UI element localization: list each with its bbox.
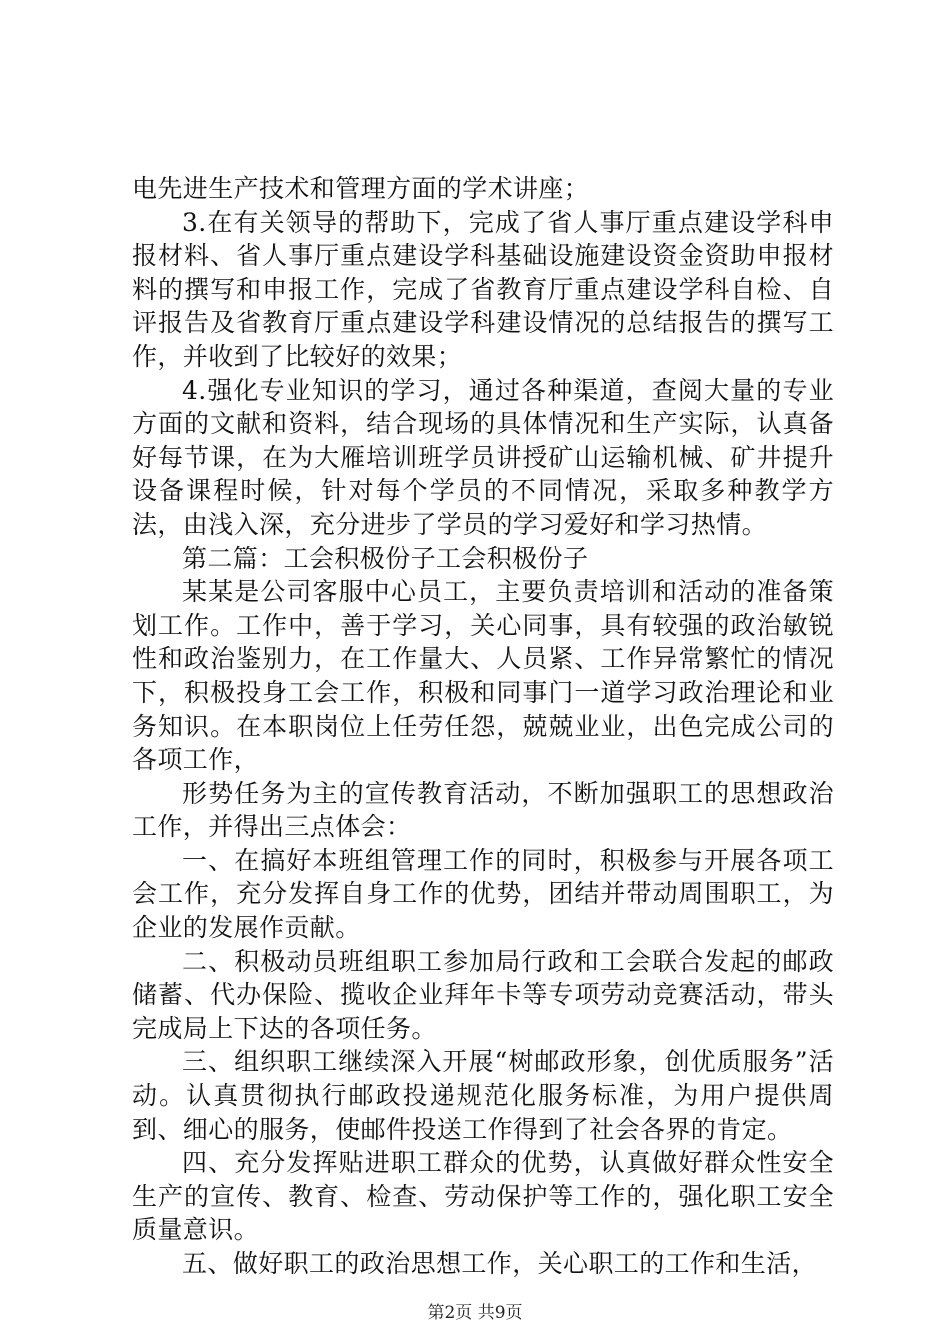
paragraph-11: 五、做好职工的政治思想工作，关心职工的工作和生活，: [182, 1249, 818, 1278]
paragraph-9: 三、组织职工继续深入开展“树邮政形象，创优质服务”活动。认真贯彻执行邮政投递规范化服务标准，为用户提供周到、细心的服务，使邮件投送工作得到了社会各界的肯定。: [132, 1047, 834, 1144]
page-number-footer: 第2页 共9页: [427, 1303, 523, 1323]
paragraph-3: 4.强化专业知识的学习，通过各种渠道，查阅大量的专业方面的文献和资料，结合现场的具体情况和生产实际，认真备好每节课，在为大雁培训班学员讲授矿山运输机械、矿井提升设备课程时候，针对每个学员的不同情况，采取多种教学方法，由浅入深，充分进步了学员的学习爱好和学习热情。: [132, 375, 834, 539]
paragraph-10: 四、充分发挥贴进职工群众的优势，认真做好群众性安全生产的宣传、教育、检查、劳动保护等工作的，强化职工安全质量意识。: [132, 1148, 834, 1245]
section-heading: 第二篇：工会积极份子工会积极份子: [182, 543, 589, 573]
paragraph-7: 一、在搞好本班组管理工作的同时，积极参与开展各项工会工作，充分发挥自身工作的优势，团结并带动周围职工，为企业的发展作贡献。: [132, 845, 834, 943]
paragraph-5: 某某是公司客服中心员工，主要负责培训和活动的准备策划工作。工作中，善于学习，关心同事，具有较强的政治敏锐性和政治鉴别力，在工作量大、人员紧、工作异常繁忙的情况下，积极投身工会工作，积极和同事门一道学习政治理论和业务知识。在本职岗位上任劳任怨，兢兢业业，出色完成公司的各项工作，: [132, 577, 834, 775]
paragraph-2: 3.在有关领导的帮助下，完成了省人事厅重点建设学科申报材料、省人事厅重点建设学科基础设施建设资金资助申报材料的撰写和申报工作，完成了省教育厅重点建设学科自检、自评报告及省教育厅重点建设学科建设情况的总结报告的撰写工作，并收到了比较好的效果；: [132, 207, 834, 371]
paragraph-1: 电先进生产技术和管理方面的学术讲座；: [132, 174, 590, 203]
paragraph-8: 二、积极动员班组职工参加局行政和工会联合发起的邮政储蓄、代办保险、揽收企业拜年卡等专项劳动竞赛活动，带头完成局上下达的各项任务。: [132, 946, 834, 1043]
document-body: [132, 172, 834, 1281]
paragraph-6: 形势任务为主的宣传教育活动，不断加强职工的思想政治工作，并得出三点体会：: [132, 778, 834, 842]
